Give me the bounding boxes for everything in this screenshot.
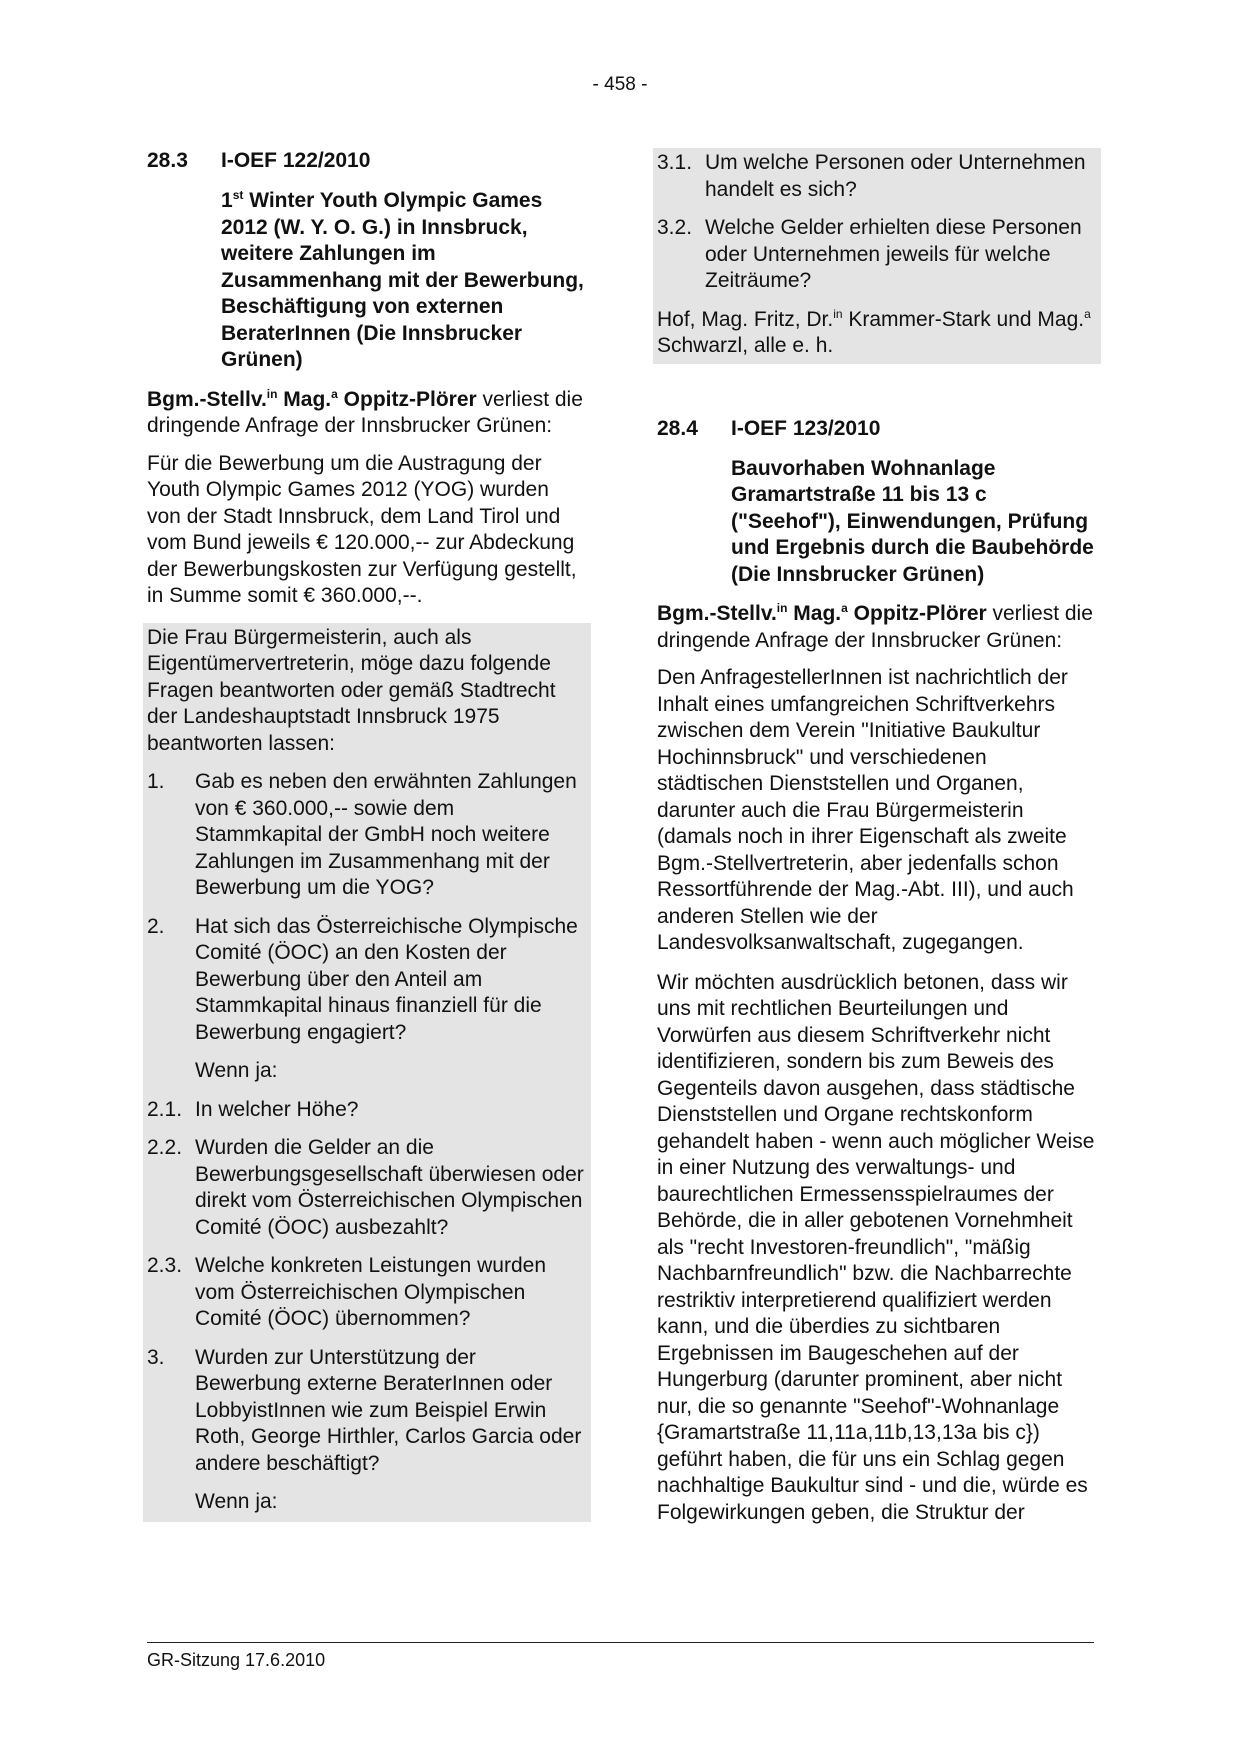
footer-text: GR-Sitzung 17.6.2010 <box>147 1650 326 1670</box>
question-item: 3.2. Welche Gelder erhielten diese Personen oder Unternehmen jeweils für welche Zeiträume? <box>657 216 1082 292</box>
section-id: I-OEF 123/2010 <box>731 416 881 440</box>
question-item: 3. Wurden zur Unterstützung der Bewerbung externe BeraterInnen oder LobbyistInnen wie zum Beispiel Erwin Roth, George Hirthler, Carlos Garcia oder andere beschäftigt? <box>147 1345 582 1475</box>
section-number: 28.3 <box>147 149 188 172</box>
question-item: 2. Hat sich das Österreichische Olympische Comité (ÖOC) an den Kosten der Bewerbung über den Anteil am Stammkapital hinaus finanziell für die Bewerbung engagiert? <box>147 914 578 1044</box>
section-heading-28-3 <box>147 148 587 174</box>
page-number: - 458 - <box>592 74 648 95</box>
section-title: 1st Winter Youth Olympic Games 2012 (W. Y. O. G.) in Innsbruck, weitere Zahlungen im Zusammenhang mit der Bewerbung, Beschäftigung von externen BeraterInnen (Die Innsbrucker Grünen) <box>221 188 584 371</box>
speaker-line: Bgm.-Stellv.$^{in}$ Mag.$^a$ Oppitz-Plörer verliest die dringende Anfrage der Innsbrucker Grünen: <box>147 386 583 437</box>
section-title: Bauvorhaben Wohnanlage Gramartstraße 11 bis 13 c ("Seehof"), Einwendungen, Prüfung und Ergebnis durch die Baubehörde (Die Innsbrucker Grünen) <box>731 456 1094 586</box>
question-block <box>143 623 591 1522</box>
question-item: 1. Gab es neben den erwähnten Zahlungen von € 360.000,-- sowie dem Stammkapital der GmbH noch weitere Zahlungen im Zusammenhang mit der Bewerbung um die YOG? <box>147 770 577 899</box>
signers: Hof, Mag. Fritz, Dr.$^{in}$ Krammer-Stark und Mag.$^a$ Schwarzl, alle e. h. <box>657 306 1091 357</box>
if-yes-label: Wenn ja: <box>195 1059 278 1082</box>
question-block-continued <box>653 148 1101 364</box>
footer-divider <box>147 1642 1094 1643</box>
right-column <box>657 148 1097 1537</box>
body-paragraph: Den AnfragestellerInnen ist nachrichtlich der Inhalt eines umfangreichen Schriftverkehrs zwischen dem Verein "Initiative Baukultur Hochinnsbruck" und verschiedenen städtischen Dienststellen und Organen, darunter auch die Frau Bürgermeisterin (damals noch in ihrer Eigenschaft als zweite Bgm.-Stellvertreterin, aber jedenfalls schon Ressortführende der Mag.-Abt. III), und auch anderen Stellen wie der Landesvolksanwaltschaft, zugegangen. <box>657 666 1074 954</box>
body-paragraph: Wir möchten ausdrücklich betonen, dass wir uns mit rechtlichen Beurteilungen und Vorwürfen aus diesem Schriftverkehr nicht identifizieren, sondern bis zum Beweis des Gegenteils davon ausgehen, dass städtische Dienststellen und Organe rechtskonform gehandelt haben - wenn auch möglicher Weise in einer Nutzung des verwaltungs- und baurechtlichen Ermessensspielraumes der Behörde, die in aller gebotenen Vornehmheit als "recht Investoren-freundlich", "mäßig Nachbarnfreundlich" bzw. die Nachbarrechte restriktiv interpretierend qualifiziert werden kann, und die überdies zu sichtbaren Ergebnissen im Baugeschehen auf der Hungerburg (darunter prominent, aber nicht nur, die so genannte "Seehof"-Wohnanlage {Gramartstraße 11,11a,11b,13,13a bis c}) geführt haben, die für uns ein Schlag gegen nachhaltige Baukultur sind - und die, würde es Folgewirkungen geben, die Struktur der <box>657 970 1095 1524</box>
question-item: 2.1. In welcher Höhe? <box>147 1097 359 1121</box>
question-item: 2.3. Welche konkreten Leistungen wurden vom Österreichischen Olympischen Comité (ÖOC) übernommen? <box>147 1254 547 1330</box>
question-item: 2.2. Wurden die Gelder an die Bewerbungsgesellschaft überwiesen oder direkt vom Österreichischen Olympischen Comité (ÖOC) ausbezahlt? <box>147 1136 584 1239</box>
section-number: 28.4 <box>657 416 698 440</box>
section-heading-28-4 <box>657 416 1097 442</box>
speaker-line: Bgm.-Stellv.$^{in}$ Mag.$^a$ Oppitz-Plörer verliest die dringende Anfrage der Innsbrucker Grünen: <box>657 601 1093 652</box>
intro-paragraph: Für die Bewerbung um die Austragung der Youth Olympic Games 2012 (YOG) wurden von der Stadt Innsbruck, dem Land Tirol und vom Bund jeweils € 120.000,-- zur Abdeckung der Bewerbungskosten zur Verfügung gestellt, in Summe somit € 360.000,--. <box>147 451 577 607</box>
if-yes-label: Wenn ja: <box>195 1490 278 1513</box>
question-intro: Die Frau Bürgermeisterin, auch als Eigentümervertreterin, möge dazu folgende Fragen beantworten oder gemäß Stadtrecht der Landeshauptstadt Innsbruck 1975 beantworten lassen: <box>147 625 556 755</box>
question-item: 3.1. Um welche Personen oder Unternehmen handelt es sich? <box>657 151 1086 201</box>
left-column <box>147 148 587 1522</box>
section-id: I-OEF 122/2010 <box>221 149 371 172</box>
